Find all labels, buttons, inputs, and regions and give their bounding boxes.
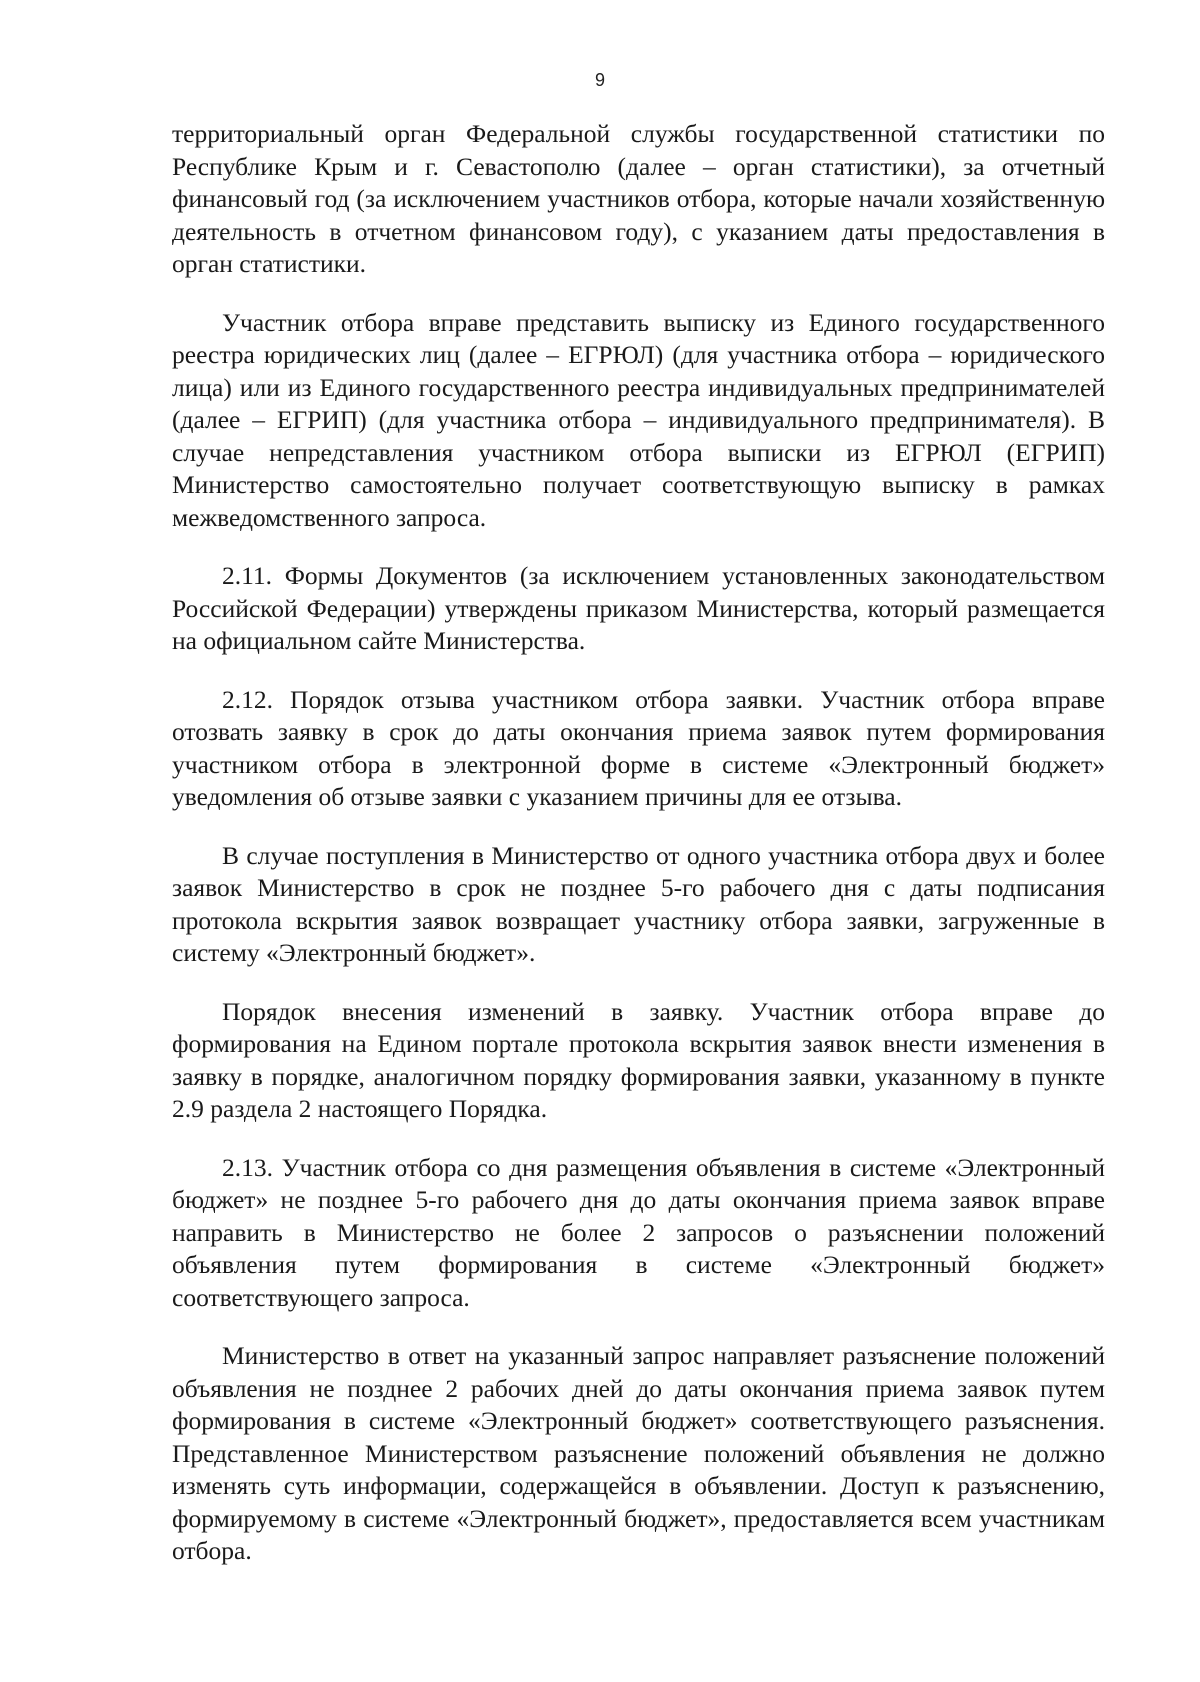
paragraph-multiple-applications: В случае поступления в Министерство от одного участника отбора двух и более заявок Министерство в срок не позднее 5-го рабочего дня с даты подписания протокола вскрытия заявок возвращает участнику отбора заявки, загруженные в систему «Электронный бюджет». — [172, 840, 1105, 967]
document-body — [172, 118, 1105, 1594]
paragraph-2-11-document-forms: 2.11. Формы Документов (за исключением установленных законодательством Российской Федерации) утверждены приказом Министерства, который размещается на официальном сайте Министерства. — [172, 561, 1105, 655]
page-number: 9 — [594, 70, 605, 90]
paragraph-ministry-clarification: Министерство в ответ на указанный запрос направляет разъяснение положений объявления не позднее 2 рабочих дней до даты окончания приема заявок путем формирования в системе «Электронный бюджет» соответствующего разъяснения. Представленное Министерством разъяснение положений объявления не должно изменять суть информации, содержащейся в объявлении. Доступ к разъяснению, формируемому в системе «Электронный бюджет», предоставляется всем участникам отбора. — [172, 1341, 1105, 1565]
paragraph-egrul-extract: Участник отбора вправе представить выписку из Единого государственного реестра юридических лиц (далее – ЕГРЮЛ) (для участника отбора – юридического лица) или из Единого государственного реестра индивидуальных предпринимателей (далее – ЕГРИП) (для участника отбора – индивидуального предпринимателя). В случае непредставления участником отбора выписки из ЕГРЮЛ (ЕГРИП) Министерство самостоятельно получает соответствующую выписку в рамках межведомственного запроса. — [172, 307, 1105, 532]
paragraph-2-13-clarification-requests: 2.13. Участник отбора со дня размещения объявления в системе «Электронный бюджет» не позднее 5-го рабочего дня до даты окончания приема заявок вправе направить в Министерство не более 2 запросов о разъяснении положений объявления путем формирования в системе «Электронный бюджет» соответствующего запроса. — [172, 1152, 1105, 1312]
paragraph-application-changes: Порядок внесения изменений в заявку. Участник отбора вправе до формирования на Едином портале протокола вскрытия заявок внести изменения в заявку в порядке, аналогичном порядку формирования заявки, указанному в пункте 2.9 раздела 2 настоящего Порядка. — [172, 996, 1105, 1123]
paragraph-2-12-withdrawal: 2.12. Порядок отзыва участником отбора заявки. Участник отбора вправе отозвать заявку в срок до даты окончания приема заявок путем формирования участником отбора в электронной форме в системе «Электронный бюджет» уведомления об отзыве заявки с указанием причины для ее отзыва. — [172, 684, 1105, 811]
paragraph-statistics-continuation: территориальный орган Федеральной службы государственной статистики по Республике Крым и г. Севастополю (далее – орган статистики), за отчетный финансовый год (за исключением участников отбора, которые начали хозяйственную деятельность в отчетном финансовом году), с указанием даты предоставления в орган статистики. — [172, 119, 1105, 278]
